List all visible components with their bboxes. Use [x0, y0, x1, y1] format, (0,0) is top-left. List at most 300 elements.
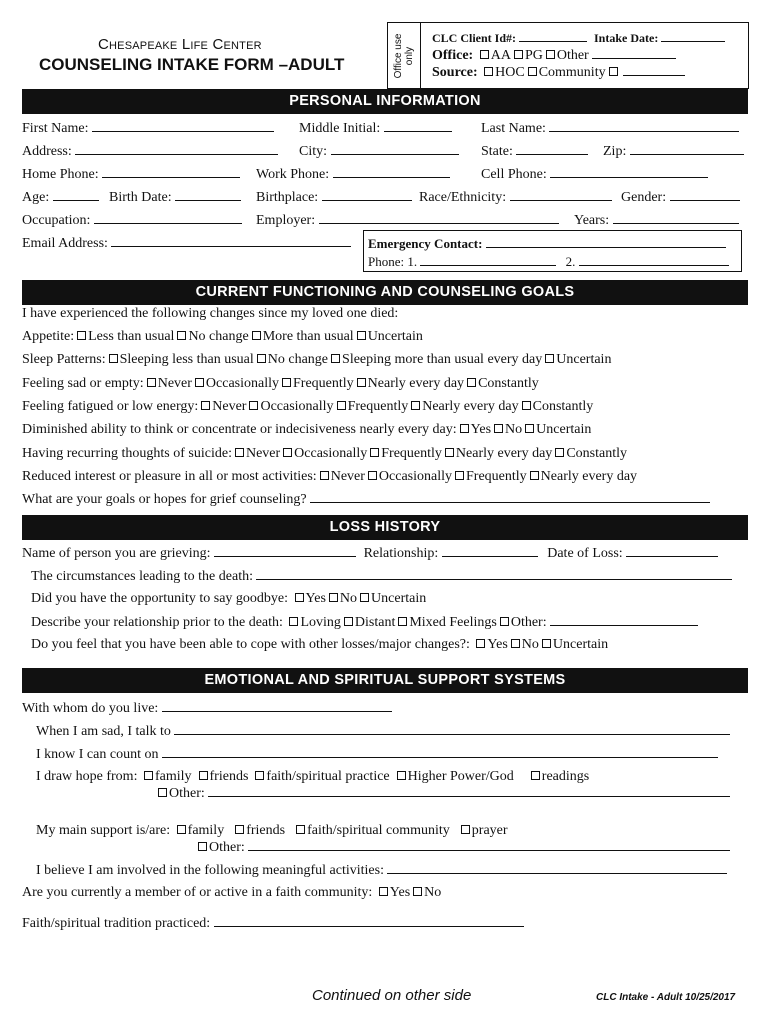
hope-checkbox[interactable]	[199, 771, 208, 780]
main-support-checkbox[interactable]	[235, 825, 244, 834]
functioning-q1-option-label: Uncertain	[367, 329, 423, 344]
hope-option-family[interactable]	[141, 769, 192, 784]
functioning-q6-option-label: Nearly every day	[455, 445, 553, 461]
functioning-q6-option-label: Frequently	[381, 445, 442, 461]
office-use-divider	[420, 22, 421, 89]
hope-option-friends[interactable]	[196, 769, 249, 784]
zip-row	[603, 143, 744, 160]
birth-date-label: Birth Date:	[109, 190, 172, 205]
functioning-q6-checkbox[interactable]	[235, 448, 244, 457]
name-grieving-row	[22, 545, 718, 562]
faith-member-option-no[interactable]	[410, 885, 441, 900]
goodbye-option-no[interactable]	[326, 591, 357, 606]
hope-option-higher-power-god[interactable]	[394, 769, 514, 784]
circumstances-row	[31, 568, 732, 585]
hope-checkbox[interactable]	[255, 771, 264, 780]
main-support-other-field[interactable]	[248, 839, 730, 851]
goodbye-option-yes[interactable]	[292, 591, 326, 606]
cell-phone-label: Cell Phone:	[481, 167, 547, 182]
functioning-q1-option-more-than-usual[interactable]	[249, 329, 354, 344]
hope-other-checkbox[interactable]	[158, 788, 167, 797]
birthplace-label: Birthplace:	[256, 190, 319, 205]
cope-option-no[interactable]	[508, 637, 539, 652]
last-name-row	[481, 120, 739, 137]
functioning-q3-option-occasionally[interactable]	[192, 376, 279, 391]
gender-field[interactable]	[670, 189, 740, 201]
functioning-question-label: Having recurring thoughts of suicide:	[22, 445, 232, 461]
source-option-label: HOC	[495, 65, 525, 80]
hope-option-label: friends	[209, 769, 249, 784]
functioning-question-label: Appetite:	[22, 329, 75, 344]
functioning-q1-option-uncertain[interactable]	[354, 329, 423, 344]
first-name-field[interactable]	[92, 120, 274, 132]
emergency-phone1-label: Phone: 1.	[368, 254, 418, 269]
functioning-q7-checkbox[interactable]	[320, 471, 329, 480]
functioning-question-row	[22, 376, 539, 392]
functioning-q2-option-sleeping-less-than-usual[interactable]	[106, 352, 254, 367]
age-label: Age:	[22, 190, 50, 205]
age-row	[22, 189, 99, 206]
years-label: Years:	[574, 213, 610, 228]
functioning-q7-option-nearly-every-day[interactable]	[527, 469, 637, 484]
functioning-q6-option-label: Never	[245, 445, 281, 461]
relationship-prior-checkbox[interactable]	[398, 617, 407, 626]
hope-option-faith-spiritual-practice[interactable]	[252, 769, 389, 784]
cope-option-yes[interactable]	[473, 637, 507, 652]
city-row	[299, 143, 459, 160]
functioning-question-row	[22, 399, 593, 415]
relationship-prior-checkbox[interactable]	[500, 617, 509, 626]
occupation-field[interactable]	[94, 212, 242, 224]
hope-option-label: family	[154, 769, 192, 784]
functioning-q6-option-never[interactable]	[232, 446, 280, 461]
functioning-q5-option-no[interactable]	[491, 422, 522, 437]
section-personal-heading: PERSONAL INFORMATION	[22, 89, 748, 114]
sad-talk-label: When I am sad, I talk to	[36, 724, 171, 739]
relationship-prior-checkbox[interactable]	[289, 617, 298, 626]
activities-field[interactable]	[387, 862, 727, 874]
functioning-q7-option-never[interactable]	[317, 469, 365, 484]
goodbye-option-uncertain[interactable]	[357, 591, 426, 606]
occupation-label: Occupation:	[22, 213, 91, 228]
goodbye-option-label: No	[339, 591, 358, 606]
date-of-loss-field[interactable]	[626, 545, 718, 557]
sad-talk-row	[36, 723, 730, 740]
office-option-label: AA	[490, 48, 511, 63]
functioning-q4-option-label: Frequently	[347, 398, 409, 414]
hope-option-label: readings	[541, 769, 590, 784]
org-name: Chesapeake Life Center	[98, 36, 262, 53]
main-support-other-checkbox[interactable]	[198, 842, 207, 851]
functioning-q4-checkbox[interactable]	[522, 401, 531, 410]
functioning-q3-checkbox[interactable]	[467, 378, 476, 387]
relationship-label: Relationship:	[363, 546, 439, 561]
relationship-prior-option-label: Mixed Feelings	[409, 615, 497, 630]
source-row	[432, 64, 685, 81]
functioning-q1-option-label: No change	[188, 329, 249, 344]
functioning-q4-option-label: Occasionally	[260, 398, 334, 414]
goodbye-label: Did you have the opportunity to say goodbye:	[31, 591, 289, 606]
functioning-q3-option-label: Never	[157, 375, 192, 391]
functioning-q4-option-nearly-every-day[interactable]	[408, 399, 518, 414]
functioning-q2-option-label: Uncertain	[556, 352, 612, 368]
occupation-row	[22, 212, 242, 229]
functioning-q6-checkbox[interactable]	[283, 448, 292, 457]
functioning-question-label: Sleep Patterns:	[22, 352, 106, 368]
intake-date-label: Intake Date:	[594, 31, 659, 45]
client-id-row	[432, 30, 725, 46]
goals-row	[22, 491, 710, 508]
functioning-question-row	[22, 469, 637, 485]
main-support-row	[36, 823, 516, 839]
functioning-q6-checkbox[interactable]	[555, 448, 564, 457]
work-phone-field[interactable]	[333, 166, 450, 178]
functioning-q2-option-sleeping-more-than-usual-every-day[interactable]	[328, 352, 542, 367]
live-with-row	[22, 700, 392, 717]
main-support-label: My main support is/are:	[36, 823, 171, 838]
count-on-label: I know I can count on	[36, 747, 159, 762]
functioning-q5-checkbox[interactable]	[525, 424, 534, 433]
hope-checkbox[interactable]	[144, 771, 153, 780]
office-checkbox[interactable]	[546, 50, 555, 59]
goodbye-option-label: Uncertain	[371, 591, 427, 606]
functioning-q4-checkbox[interactable]	[337, 401, 346, 410]
functioning-q4-option-frequently[interactable]	[334, 399, 409, 414]
goals-label: What are your goals or hopes for grief counseling?	[22, 492, 307, 507]
source-option-label: Community	[538, 65, 606, 80]
cope-row	[31, 637, 608, 653]
race-label: Race/Ethnicity:	[419, 190, 507, 205]
city-field[interactable]	[331, 143, 459, 155]
live-with-label: With whom do you live:	[22, 701, 159, 716]
functioning-q4-checkbox[interactable]	[201, 401, 210, 410]
functioning-q3-checkbox[interactable]	[147, 378, 156, 387]
functioning-q4-option-occasionally[interactable]	[246, 399, 333, 414]
source-checkbox[interactable]	[484, 67, 493, 76]
relationship-prior-option-distant[interactable]	[341, 615, 395, 630]
main-support-other-label: Other:	[209, 840, 245, 855]
faith-member-option-yes[interactable]	[376, 885, 410, 900]
goodbye-checkbox[interactable]	[295, 593, 304, 602]
main-support-checkbox[interactable]	[461, 825, 470, 834]
office-row	[432, 47, 676, 64]
work-phone-row	[256, 166, 450, 183]
relationship-other-field[interactable]	[550, 614, 698, 626]
functioning-q4-option-constantly[interactable]	[519, 399, 594, 414]
birth-date-field[interactable]	[175, 189, 241, 201]
tradition-label: Faith/spiritual tradition practiced:	[22, 916, 211, 931]
functioning-q4-checkbox[interactable]	[249, 401, 258, 410]
functioning-q1-option-label: Less than usual	[88, 329, 175, 344]
city-label: City:	[299, 144, 328, 159]
hope-other-row	[155, 785, 730, 802]
functioning-q3-option-frequently[interactable]	[279, 376, 354, 391]
functioning-q6-checkbox[interactable]	[445, 448, 454, 457]
functioning-q2-checkbox[interactable]	[331, 354, 340, 363]
goodbye-checkbox[interactable]	[329, 593, 338, 602]
functioning-intro: I have experienced the following changes since my loved one died:	[22, 306, 399, 321]
functioning-q4-checkbox[interactable]	[411, 401, 420, 410]
live-with-field[interactable]	[162, 700, 392, 712]
source-checkbox[interactable]	[609, 67, 618, 76]
functioning-q1-checkbox[interactable]	[252, 331, 261, 340]
state-field[interactable]	[516, 143, 588, 155]
office-option-label: PG	[524, 48, 543, 63]
main-support-option-label: prayer	[471, 823, 508, 838]
tradition-row	[22, 915, 524, 932]
zip-label: Zip:	[603, 144, 627, 159]
office-option-pg[interactable]	[511, 48, 543, 63]
birth-date-row	[109, 189, 241, 206]
hope-label: I draw hope from:	[36, 769, 138, 784]
emergency-contact-row	[368, 236, 726, 252]
functioning-q6-option-label: Occasionally	[294, 445, 368, 461]
functioning-q7-option-occasionally[interactable]	[365, 469, 452, 484]
functioning-q7-option-label: Nearly every day	[540, 468, 638, 484]
functioning-q4-option-label: Constantly	[532, 398, 594, 414]
office-label: Office:	[432, 48, 474, 63]
functioning-q2-option-uncertain[interactable]	[542, 352, 611, 367]
functioning-q6-option-label: Constantly	[566, 445, 627, 461]
main-support-other-row	[195, 839, 730, 856]
office-option-aa[interactable]	[477, 48, 511, 63]
continued-note: Continued on other side	[312, 987, 472, 1004]
emergency-phone1-field[interactable]	[420, 254, 556, 266]
zip-field[interactable]	[630, 143, 744, 155]
cope-option-uncertain[interactable]	[539, 637, 608, 652]
functioning-q2-checkbox[interactable]	[257, 354, 266, 363]
functioning-q4-option-label: Nearly every day	[422, 398, 519, 414]
source-label: Source:	[432, 65, 478, 80]
source-option-hoc[interactable]	[481, 65, 525, 80]
birthplace-field[interactable]	[322, 189, 412, 201]
relationship-prior-option-label: Distant	[354, 615, 396, 630]
functioning-q3-option-never[interactable]	[144, 376, 192, 391]
office-checkbox[interactable]	[480, 50, 489, 59]
emergency-contact-field[interactable]	[486, 236, 726, 248]
main-support-option-label: faith/spiritual community	[307, 823, 450, 838]
email-row	[22, 235, 351, 252]
activities-label: I believe I am involved in the following meaningful activities:	[36, 863, 384, 878]
office-other-field[interactable]	[592, 47, 676, 59]
email-field[interactable]	[111, 235, 351, 247]
functioning-q4-option-never[interactable]	[198, 399, 246, 414]
functioning-q2-checkbox[interactable]	[109, 354, 118, 363]
relationship-prior-option-loving[interactable]	[286, 615, 340, 630]
faith-member-option-label: No	[424, 885, 442, 900]
functioning-question-row	[22, 352, 611, 368]
employer-field[interactable]	[319, 212, 559, 224]
emergency-phone-row	[368, 254, 729, 270]
functioning-q3-option-label: Occasionally	[205, 375, 279, 391]
relationship-prior-checkbox[interactable]	[344, 617, 353, 626]
gender-label: Gender:	[621, 190, 667, 205]
cope-checkbox[interactable]	[542, 639, 551, 648]
emergency-phone2-field[interactable]	[579, 254, 729, 266]
client-id-field[interactable]	[519, 30, 587, 42]
last-name-field[interactable]	[549, 120, 739, 132]
functioning-q3-option-nearly-every-day[interactable]	[354, 376, 464, 391]
relationship-prior-option-mixed-feelings[interactable]	[395, 615, 497, 630]
relationship-prior-option-label: Other:	[510, 615, 547, 630]
goals-field[interactable]	[310, 491, 710, 503]
functioning-question-label: Diminished ability to think or concentrate or indecisiveness nearly every day:	[22, 422, 457, 438]
form-version: CLC Intake - Adult 10/25/2017	[596, 992, 736, 1003]
functioning-q7-option-frequently[interactable]	[452, 469, 527, 484]
circumstances-field[interactable]	[256, 568, 732, 580]
functioning-q7-checkbox[interactable]	[455, 471, 464, 480]
count-on-row	[36, 746, 718, 763]
name-grieving-label: Name of person you are grieving:	[22, 546, 211, 561]
hope-row	[36, 769, 593, 785]
address-field[interactable]	[75, 143, 278, 155]
section-loss-heading: LOSS HISTORY	[22, 515, 748, 540]
functioning-q3-option-label: Constantly	[478, 375, 539, 391]
functioning-q2-option-label: Sleeping less than usual	[119, 352, 254, 368]
hope-other-label: Other:	[169, 786, 205, 801]
work-phone-label: Work Phone:	[256, 167, 330, 182]
address-label: Address:	[22, 144, 72, 159]
office-use-label: Office use only	[393, 33, 415, 79]
cell-phone-field[interactable]	[550, 166, 708, 178]
functioning-q1-checkbox[interactable]	[77, 331, 86, 340]
email-label: Email Address:	[22, 236, 108, 251]
client-id-label: CLC Client Id#:	[432, 31, 517, 45]
functioning-q7-checkbox[interactable]	[530, 471, 539, 480]
functioning-q3-checkbox[interactable]	[195, 378, 204, 387]
functioning-q1-checkbox[interactable]	[177, 331, 186, 340]
functioning-q1-checkbox[interactable]	[357, 331, 366, 340]
main-support-option-family[interactable]	[174, 823, 225, 838]
functioning-q5-option-label: Uncertain	[536, 422, 592, 438]
functioning-q3-checkbox[interactable]	[282, 378, 291, 387]
functioning-question-label: Feeling fatigued or low energy:	[22, 398, 199, 414]
functioning-q7-option-label: Frequently	[466, 468, 527, 484]
main-support-option-faith-spiritual-community[interactable]	[293, 823, 450, 838]
faith-member-checkbox[interactable]	[379, 887, 388, 896]
years-field[interactable]	[613, 212, 739, 224]
faith-member-label: Are you currently a member of or active in a faith community:	[22, 885, 373, 900]
faith-member-checkbox[interactable]	[413, 887, 422, 896]
functioning-q7-option-label: Never	[330, 468, 365, 484]
functioning-q6-option-frequently[interactable]	[367, 446, 442, 461]
main-support-checkbox[interactable]	[177, 825, 186, 834]
middle-initial-field[interactable]	[384, 120, 452, 132]
functioning-q5-option-uncertain[interactable]	[522, 422, 591, 437]
name-grieving-field[interactable]	[214, 545, 356, 557]
functioning-q1-option-label: More than usual	[262, 329, 354, 344]
functioning-question-row	[22, 446, 627, 462]
home-phone-field[interactable]	[102, 166, 240, 178]
main-support-option-label: family	[187, 823, 225, 838]
last-name-label: Last Name:	[481, 121, 546, 136]
count-on-field[interactable]	[162, 746, 718, 758]
functioning-q7-checkbox[interactable]	[368, 471, 377, 480]
middle-initial-label: Middle Initial:	[299, 121, 381, 136]
cope-option-label: No	[521, 637, 539, 652]
hope-option-label: faith/spiritual practice	[266, 769, 390, 784]
functioning-q2-option-label: No change	[267, 352, 329, 368]
functioning-q6-checkbox[interactable]	[370, 448, 379, 457]
office-checkbox[interactable]	[514, 50, 523, 59]
activities-row	[36, 862, 727, 879]
main-support-option-friends[interactable]	[232, 823, 285, 838]
functioning-q6-option-occasionally[interactable]	[280, 446, 367, 461]
functioning-q1-option-no-change[interactable]	[174, 329, 248, 344]
main-support-option-prayer[interactable]	[458, 823, 508, 838]
functioning-q1-option-less-than-usual[interactable]	[74, 329, 174, 344]
relationship-prior-row	[31, 614, 698, 631]
office-option-other[interactable]	[543, 48, 589, 63]
age-field[interactable]	[53, 189, 99, 201]
functioning-q3-checkbox[interactable]	[357, 378, 366, 387]
cope-checkbox[interactable]	[511, 639, 520, 648]
years-row	[574, 212, 739, 229]
cope-label: Do you feel that you have been able to cope with other losses/major changes?:	[31, 637, 470, 652]
cope-option-label: Uncertain	[552, 637, 609, 652]
functioning-q5-option-label: No	[505, 422, 523, 438]
race-field[interactable]	[510, 189, 612, 201]
section-functioning-heading: CURRENT FUNCTIONING AND COUNSELING GOALS	[22, 280, 748, 305]
first-name-row	[22, 120, 274, 137]
functioning-q6-option-constantly[interactable]	[552, 446, 627, 461]
goodbye-checkbox[interactable]	[360, 593, 369, 602]
relationship-prior-label: Describe your relationship prior to the death:	[31, 615, 283, 630]
first-name-label: First Name:	[22, 121, 89, 136]
emergency-phone2-label: 2.	[565, 254, 576, 269]
faith-member-row	[22, 885, 441, 901]
middle-initial-row	[299, 120, 452, 137]
functioning-q7-option-label: Occasionally	[378, 468, 452, 484]
section-support-heading: EMOTIONAL AND SPIRITUAL SUPPORT SYSTEMS	[22, 668, 748, 693]
functioning-q6-option-nearly-every-day[interactable]	[442, 446, 552, 461]
cell-phone-row	[481, 166, 708, 183]
hope-other-field[interactable]	[208, 785, 730, 797]
intake-date-field[interactable]	[661, 30, 725, 42]
functioning-question-label: Feeling sad or empty:	[22, 375, 144, 391]
functioning-q5-checkbox[interactable]	[460, 424, 469, 433]
relationship-field[interactable]	[442, 545, 538, 557]
functioning-q5-option-label: Yes	[470, 422, 492, 438]
functioning-q2-option-no-change[interactable]	[254, 352, 328, 367]
source-other-field[interactable]	[623, 64, 685, 76]
functioning-q5-option-yes[interactable]	[457, 422, 491, 437]
main-support-checkbox[interactable]	[296, 825, 305, 834]
cope-checkbox[interactable]	[476, 639, 485, 648]
source-checkbox[interactable]	[528, 67, 537, 76]
hope-checkbox[interactable]	[397, 771, 406, 780]
source-option-blank[interactable]	[606, 65, 620, 80]
cope-option-label: Yes	[487, 637, 508, 652]
functioning-q2-checkbox[interactable]	[545, 354, 554, 363]
functioning-q3-option-label: Nearly every day	[367, 375, 465, 391]
functioning-q2-option-label: Sleeping more than usual every day	[342, 352, 543, 368]
functioning-q4-option-label: Never	[212, 398, 247, 414]
tradition-field[interactable]	[214, 915, 524, 927]
hope-option-readings[interactable]	[528, 769, 589, 784]
functioning-q3-option-constantly[interactable]	[464, 376, 539, 391]
address-row	[22, 143, 278, 160]
form-title: COUNSELING INTAKE FORM –ADULT	[39, 55, 345, 74]
home-phone-row	[22, 166, 240, 183]
office-option-label: Other	[556, 48, 589, 63]
hope-checkbox[interactable]	[531, 771, 540, 780]
sad-talk-field[interactable]	[174, 723, 730, 735]
source-option-community[interactable]	[525, 65, 606, 80]
relationship-prior-option-other[interactable]	[497, 615, 547, 630]
functioning-q5-checkbox[interactable]	[494, 424, 503, 433]
hope-option-label: Higher Power/God	[407, 769, 514, 784]
